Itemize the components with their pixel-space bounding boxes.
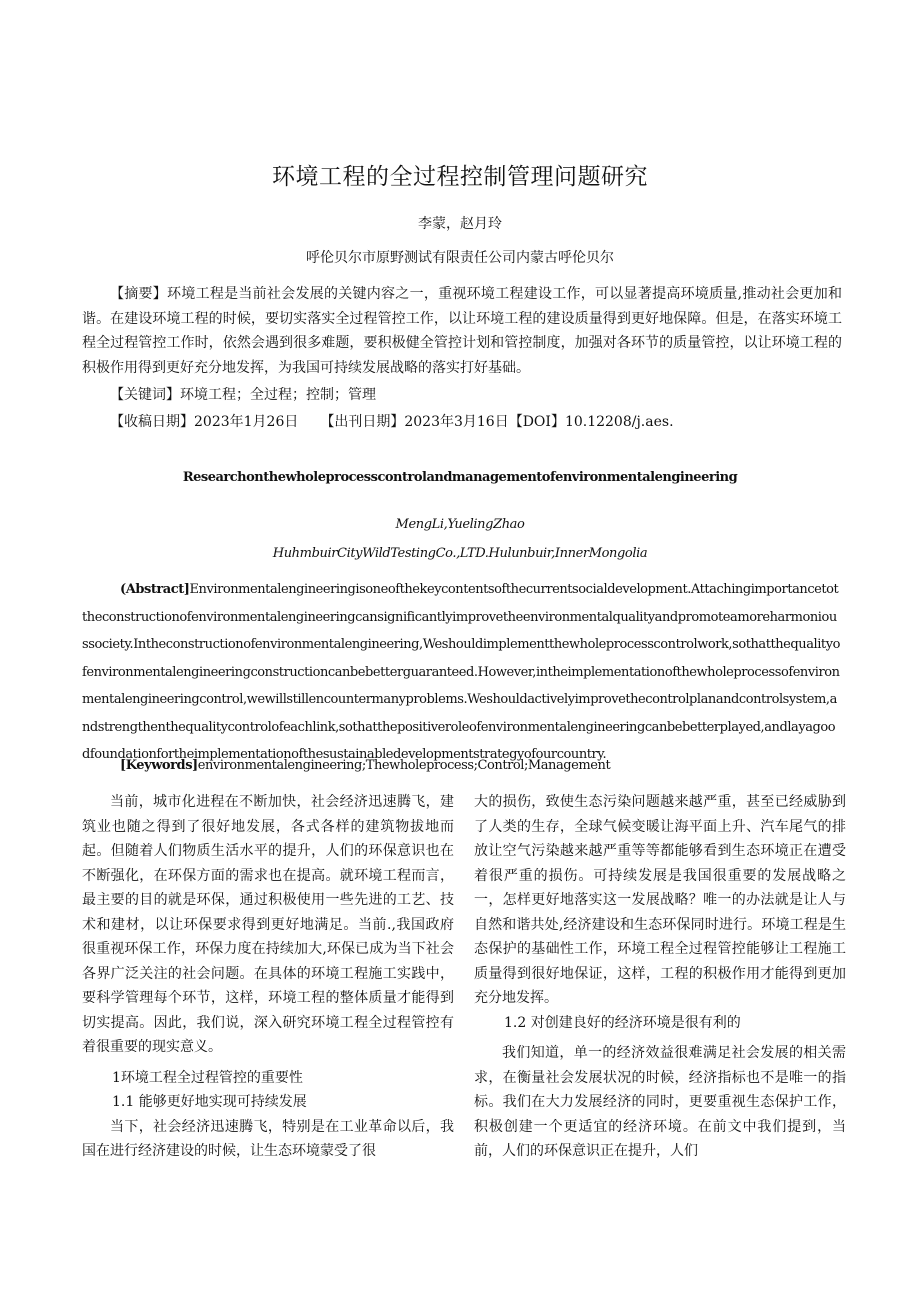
abstract-cn [82, 282, 842, 380]
subsection-heading-1-2: 1.2 对创建良好的经济环境是很有利的 [504, 1014, 741, 1031]
keywords-en-label: [Keywords] [120, 758, 198, 773]
authors: 李蒙，赵月玲 [418, 216, 502, 232]
section-heading-1: 1环境工程全过程管控的重要性 [112, 1069, 303, 1086]
body-right-column [474, 790, 846, 1164]
subsection-heading-1-1: 1.1 能够更好地实现可持续发展 [112, 1094, 307, 1110]
english-authors: MengLi,YuelingZhao [395, 517, 525, 532]
body-left-column [82, 790, 454, 1164]
dates-line [110, 411, 674, 431]
paper-title: 环境工程的全过程控制管理问题研究 [272, 164, 648, 190]
abstract-en-text: Environmentalengineeringisoneofthekeycontentsofthecurrentsocialdevelopment.Attachingimportancetottheconstructionofenvironmentalengineeringcansignificantlyimprovetheenvironmentalqualityandpromoteamoreharmonioussociety.Intheconstructionofenvironmentalengineering,Weshouldimplementthewholeprocesscontrolwork,sothatthequalityofenvironmentalengineeringconstructioncanbebetterguaranteed.However,intheimplementationofthewholeprocessofenvironmentalengineeringcontrol,wewillstillencountermanyproblems.Weshouldactivelyimprovethecontrolplanandcontrolsystem,andstrengthenthequalitycontrolofeachlink,sothatthepositiveroleofenvironmentalengineeringcanbebetterplayed,andlayagoodfoundationfortheimplementationofthesustainabledevelopmentstrategyofourcountry. [82, 582, 840, 762]
received-date: 【收稿日期】2023年1月26日 [110, 414, 299, 430]
abstract-cn-text: 【摘要】环境工程是当前社会发展的关键内容之一，重视环境工程建设工作，可以显著提高环境质量,推动社会更加和谐。在建设环境工程的时候，要切实落实全过程管控工作，以让环境工程的建设质量得到更好地保障。但是，在落实环境工程全过程管控工作时，依然会遇到很多难题，要积极健全管控计划和管控制度，加强对各环节的质量管控，以让环境工程的积极作用得到更好充分地发挥，为我国可持续发展战略的落实打好基础。 [82, 286, 842, 376]
english-title: Researchonthewholeprocesscontrolandmanagementofenvironmentalengineering [182, 470, 738, 485]
abstract-en-label: (Abstract] [120, 582, 190, 597]
affiliation: 呼伦贝尔市原野测试有限责任公司内蒙古呼伦贝尔 [306, 250, 614, 266]
body-paragraph: 大的损伤，致使生态污染问题越来越严重，甚至已经威胁到了人类的生存，全球气候变暖让海平面上升、汽车尾气的排放让空气污染越来越严重等等都能够看到生态环境正在遭受着很严重的损伤。可持续发展是我国很重要的发展战略之一，怎样更好地落实这一发展战略？唯一的办法就是让人与自然和谐共处,经济建设和生态环保同时进行。环境工程是生态保护的基础性工作，环境工程全过程管控能够让工程施工质量得到很好地保证，这样，工程的积极作用才能得到更加充分地发挥。 [474, 794, 846, 1006]
published-date-doi: 【出刊日期】2023年3月16日【DOI】10.12208/j.aes. [320, 414, 674, 430]
body-paragraph: 当下，社会经济迅速腾飞，特别是在工业革命以后，我国在进行经济建设的时候，让生态环境蒙受了很 [82, 1118, 454, 1159]
english-affiliation: HuhmbuirCityWildTestingCo.,LTD.Hulunbuir,InnerMongolia [272, 546, 648, 561]
keywords-cn: 【关键词】环境工程；全过程；控制；管理 [110, 387, 376, 403]
body-paragraph: 我们知道，单一的经济效益很难满足社会发展的相关需求，在衡量社会发展状况的时候，经济指标也不是唯一的指标。我们在大力发展经济的同时，更要重视生态保护工作，积极创建一个更适宜的经济环境。在前文中我们提到，当前，人们的环保意识正在提升，人们 [474, 1045, 846, 1159]
keywords-en-text: environmentalengineering;Thewholeprocess;Control;Management [197, 758, 611, 773]
keywords-en [120, 758, 610, 773]
abstract-en [82, 576, 842, 769]
body-paragraph: 当前，城市化进程在不断加快，社会经济迅速腾飞，建筑业也随之得到了很好地发展，各式各样的建筑物拔地而起。但随着人们物质生活水平的提升，人们的环保意识也在不断强化，在环保方面的需求也在提高。就环境工程而言，最主要的目的就是环保，通过积极使用一些先进的工艺、技术和建材，以让环保要求得到更好地满足。当前.,我国政府很重视环保工作，环保力度在持续加大,环保已成为当下社会各界广泛关注的社会问题。在具体的环境工程施工实践中，要科学管理每个环节，这样，环境工程的整体质量才能得到切实提高。因此，我们说，深入研究环境工程全过程管控有着很重要的现实意义。 [82, 794, 454, 1055]
